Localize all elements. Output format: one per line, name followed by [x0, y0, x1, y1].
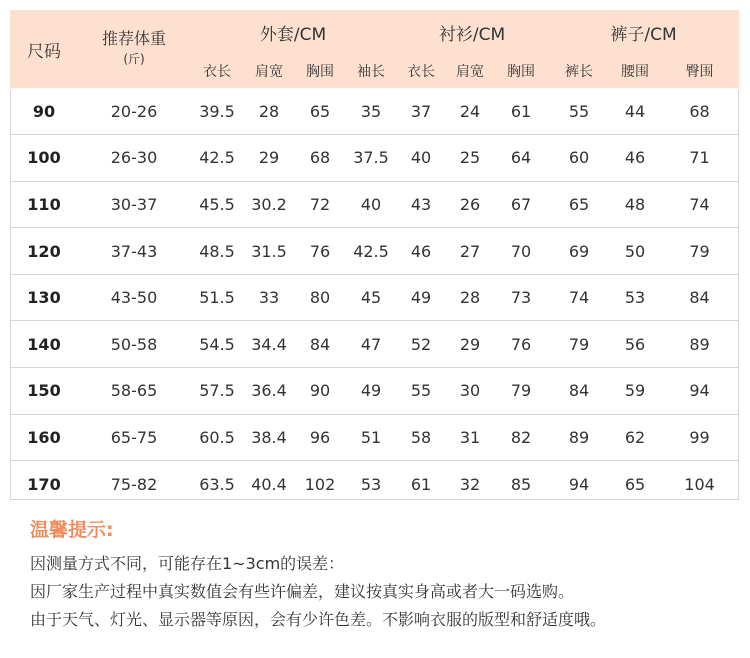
table-cell: 43 [410, 194, 432, 214]
table-cell: 89 [568, 427, 590, 447]
table-cell: 31.5 [251, 241, 287, 261]
tip-line: 由于天气、灯光、显示器等原因，会有少许色差。不影响衣服的版型和舒适度哦。 [30, 610, 607, 629]
table-row [10, 88, 739, 135]
table-cell: 42.5 [353, 241, 389, 261]
table-cell: 79 [510, 381, 532, 401]
table-cell: 65 [309, 101, 331, 121]
table-cell: 60.5 [199, 427, 235, 447]
table-cell: 56 [624, 334, 646, 354]
table-cell: 72 [309, 194, 331, 214]
row-size-cell: 100 [27, 148, 61, 168]
table-cell: 58 [410, 427, 432, 447]
header-group-coat: 外套/CM [190, 10, 396, 54]
header-group-pants: 裤子/CM [548, 10, 739, 54]
row-size-cell: 170 [27, 474, 61, 494]
tip-line: 因测量方式不同，可能存在1~3cm的误差： [30, 554, 345, 573]
table-cell: 79 [689, 241, 710, 261]
table-cell: 68 [689, 101, 710, 121]
table-cell: 49 [410, 288, 432, 308]
table-cell: 53 [624, 288, 646, 308]
table-cell: 42.5 [199, 148, 235, 168]
table-cell: 33 [258, 288, 280, 308]
table-cell: 79 [568, 334, 590, 354]
table-cell: 82 [510, 427, 532, 447]
table-cell: 32 [459, 474, 481, 494]
row-weight-cell: 75-82 [110, 474, 158, 494]
table-cell: 102 [304, 474, 336, 494]
table-row [10, 321, 739, 368]
row-weight-cell: 58-65 [110, 381, 158, 401]
table-cell: 46 [410, 241, 432, 261]
table-cell: 48 [624, 194, 646, 214]
row-weight-cell: 65-75 [110, 427, 158, 447]
row-size-cell: 150 [27, 381, 61, 401]
table-cell: 29 [459, 334, 481, 354]
table-cell: 61 [510, 101, 532, 121]
table-cell: 84 [309, 334, 331, 354]
header-sub: 肩宽 [446, 54, 494, 88]
table-cell: 28 [258, 101, 280, 121]
table-cell: 51.5 [199, 288, 235, 308]
row-size-cell: 120 [27, 241, 61, 261]
row-size-cell: 90 [32, 101, 56, 121]
table-cell: 24 [459, 101, 481, 121]
table-cell: 74 [568, 288, 590, 308]
table-cell: 74 [689, 194, 710, 214]
header-size: 尺码 [10, 10, 78, 88]
table-cell: 54.5 [199, 334, 235, 354]
table-row [10, 274, 739, 321]
table-cell: 40 [360, 194, 382, 214]
table-cell: 28 [459, 288, 481, 308]
table-cell: 104 [684, 474, 715, 494]
table-cell: 57.5 [199, 381, 235, 401]
tip-line: 因厂家生产过程中真实数值会有些许偏差，建议按真实身高或者大一码选购。 [30, 582, 575, 601]
header-weight [78, 10, 190, 88]
tips-section [30, 515, 730, 634]
table-cell: 62 [624, 427, 646, 447]
table-cell: 65 [624, 474, 646, 494]
table-cell: 51 [360, 427, 382, 447]
row-size-cell: 140 [27, 334, 61, 354]
table-cell: 71 [689, 148, 710, 168]
header-sub: 腰围 [610, 54, 660, 88]
table-cell: 37 [410, 101, 432, 121]
table-row [10, 135, 739, 182]
table-cell: 76 [510, 334, 532, 354]
table-cell: 90 [309, 381, 331, 401]
table-cell: 85 [510, 474, 532, 494]
table-cell: 46 [624, 148, 646, 168]
table-cell: 39.5 [199, 101, 235, 121]
table-cell: 36.4 [251, 381, 287, 401]
row-weight-cell: 43-50 [110, 288, 158, 308]
header-sub: 裤长 [548, 54, 610, 88]
header-weight-label: 推荐体重 [101, 29, 166, 48]
table-cell: 70 [510, 241, 532, 261]
header-sub: 袖长 [346, 54, 396, 88]
table-cell: 96 [309, 427, 331, 447]
table-row [10, 414, 739, 461]
table-cell: 59 [624, 381, 646, 401]
table-cell: 27 [459, 241, 481, 261]
header-group-shirt: 衬衫/CM [396, 10, 548, 54]
table-cell: 89 [689, 334, 710, 354]
table-cell: 25 [459, 148, 481, 168]
table-cell: 49 [360, 381, 382, 401]
table-cell: 40 [410, 148, 432, 168]
table-cell: 69 [568, 241, 590, 261]
row-weight-cell: 20-26 [110, 101, 158, 121]
header-sub: 臀围 [660, 54, 739, 88]
row-size-cell: 160 [27, 427, 61, 447]
table-cell: 50 [624, 241, 646, 261]
table-cell: 94 [568, 474, 590, 494]
table-cell: 30.2 [251, 194, 287, 214]
table-cell: 48.5 [199, 241, 235, 261]
table-cell: 65 [568, 194, 590, 214]
table-cell: 53 [360, 474, 382, 494]
header-sub: 衣长 [396, 54, 446, 88]
table-row [10, 228, 739, 275]
table-row [10, 368, 739, 415]
table-cell: 63.5 [199, 474, 235, 494]
table-cell: 94 [689, 381, 710, 401]
table-cell: 34.4 [251, 334, 287, 354]
header-sub: 胸围 [494, 54, 548, 88]
table-cell: 61 [410, 474, 432, 494]
row-weight-cell: 30-37 [110, 194, 158, 214]
table-cell: 80 [309, 288, 331, 308]
table-body [10, 88, 739, 507]
table-cell: 31 [459, 427, 481, 447]
table-cell: 68 [309, 148, 331, 168]
table-cell: 55 [568, 101, 590, 121]
table-cell: 84 [568, 381, 590, 401]
table-cell: 45 [360, 288, 382, 308]
header-sub: 衣长 [190, 54, 244, 88]
table-cell: 30 [459, 381, 481, 401]
table-cell: 37.5 [353, 148, 389, 168]
table-cell: 47 [360, 334, 382, 354]
table-cell: 35 [360, 101, 382, 121]
size-chart-table [10, 10, 739, 507]
header-sub: 肩宽 [244, 54, 294, 88]
row-weight-cell: 26-30 [110, 148, 158, 168]
row-weight-cell: 37-43 [110, 241, 158, 261]
table-cell: 84 [689, 288, 710, 308]
table-cell: 26 [459, 194, 481, 214]
table-cell: 60 [568, 148, 590, 168]
row-weight-cell: 50-58 [110, 334, 158, 354]
table-cell: 44 [624, 101, 646, 121]
tips-title: 温馨提示: [30, 519, 114, 541]
row-size-cell: 110 [27, 194, 61, 214]
header-weight-unit: (斤) [123, 52, 145, 66]
table-cell: 29 [258, 148, 280, 168]
table-cell: 76 [309, 241, 331, 261]
table-row [10, 181, 739, 228]
header-sub: 胸围 [294, 54, 346, 88]
table-header [10, 10, 739, 88]
table-cell: 40.4 [251, 474, 287, 494]
table-cell: 67 [510, 194, 532, 214]
table-cell: 73 [510, 288, 532, 308]
row-size-cell: 130 [27, 288, 61, 308]
table-cell: 52 [410, 334, 432, 354]
table-cell: 45.5 [199, 194, 235, 214]
table-row [10, 461, 739, 508]
table-cell: 99 [689, 427, 710, 447]
table-cell: 64 [510, 148, 532, 168]
table-cell: 38.4 [251, 427, 287, 447]
table-cell: 55 [410, 381, 432, 401]
